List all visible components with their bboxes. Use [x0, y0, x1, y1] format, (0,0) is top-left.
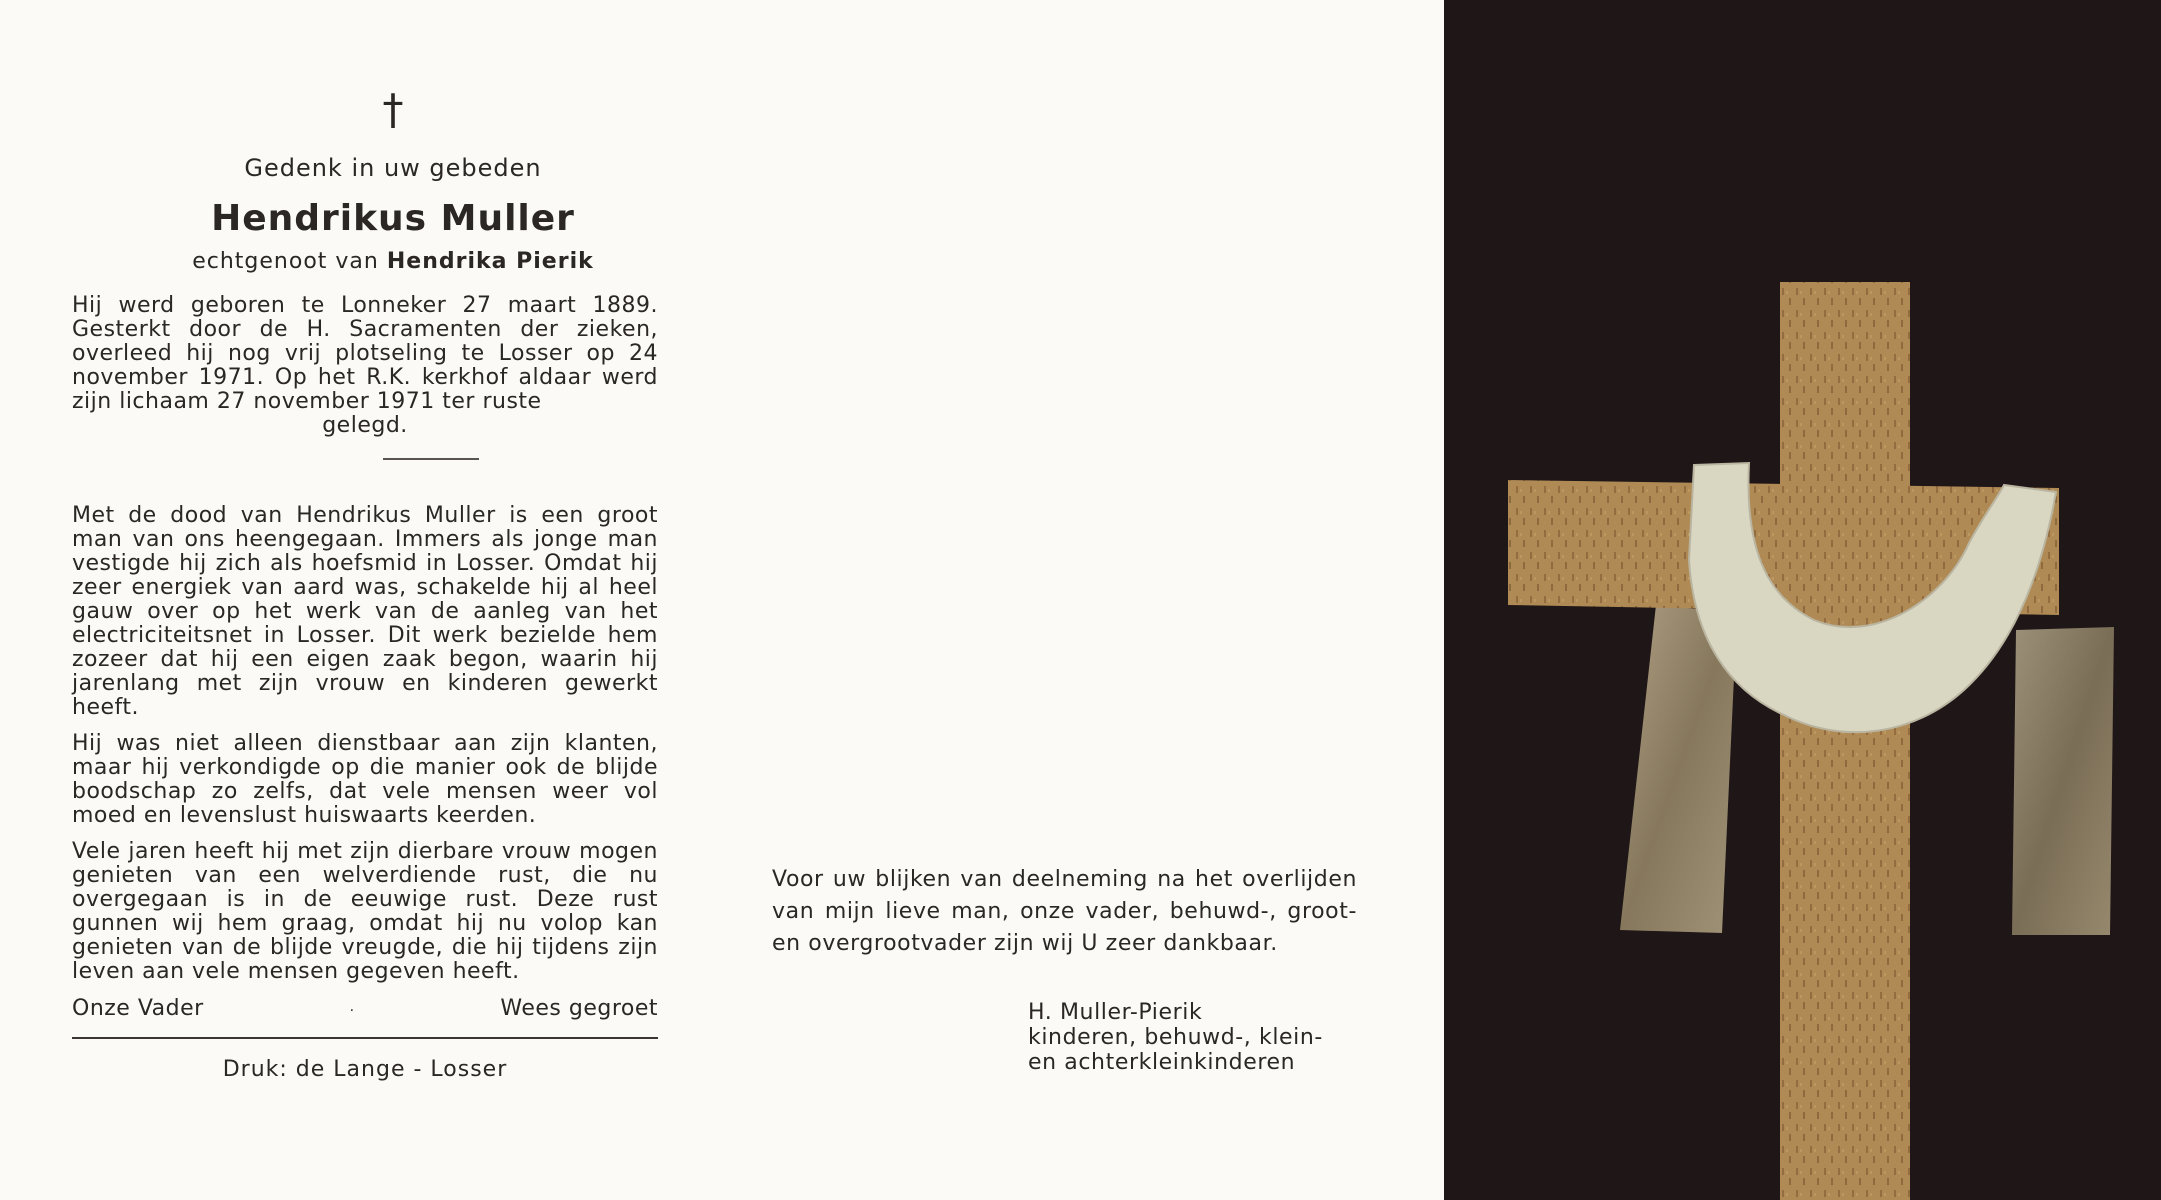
signature-line: kinderen, behuwd-, klein-	[1028, 1025, 1323, 1050]
prayer-dot: ·	[349, 1003, 355, 1019]
thanks-text: Voor uw blijken van deelneming na het overlijden van mijn lieve man, onze vader, behuwd-, groot- en overgrootvader zijn wij U zeer dankbaar.	[772, 867, 1357, 956]
card-text-column	[72, 80, 658, 1082]
long-divider	[72, 1037, 658, 1039]
biography-text: Hij werd geboren te Lonneker 27 maart 1889. Gesterkt door de H. Sacramenten der zieken, overleed hij nog vrij plotseling te Losser op 24 november 1971. Op het R.K. kerkhof aldaar werd zijn lichaam 27 november 1971 ter ruste	[72, 293, 658, 414]
deceased-name: Hendrikus Muller	[211, 198, 575, 239]
right-panel	[2012, 627, 2114, 935]
prayer-hail-mary: Wees gegroet	[500, 996, 658, 1021]
prayers-line	[72, 996, 658, 1021]
cross-image	[1444, 0, 2161, 1200]
cross-symbol: †	[382, 85, 404, 134]
prayer-our-father: Onze Vader	[72, 996, 204, 1021]
biography	[72, 294, 658, 438]
remember-line: Gedenk in uw gebeden	[244, 154, 542, 182]
paragraph: Hij was niet alleen dienstbaar aan zijn klanten, maar hij verkondigde op die manier ook de blijde boodschap zo zelfs, dat vele mensen weer vol moed en levenslust huiswaarts keerden.	[72, 731, 658, 828]
cross-illustration	[1444, 0, 2161, 1200]
short-divider	[383, 458, 479, 460]
signature	[1028, 1000, 1323, 1075]
spouse-line	[128, 249, 658, 274]
spouse-name: Hendrika Pierik	[386, 249, 594, 274]
paragraph: Met de dood van Hendrikus Muller is een groot man van ons heengegaan. Immers als jonge man vestigde hij zich als hoefsmid in Losser. Omdat hij zeer energiek van aard was, schakelde hij al heel gauw over op het werk van de aanleg van het electriciteitsnet in Losser. Dit werk bezielde hem zozeer dat hij een eigen zaak begon, waarin hij jarenlang met zijn vrouw en kinderen gewerkt heeft.	[72, 503, 658, 720]
paragraph: Vele jaren heeft hij met zijn dierbare vrouw mogen genieten van een welverdiende rust, die nu overgegaan is in de eeuwige rust. Deze rust gunnen wij hem graag, omdat hij nu volop kan genieten van de blijde vreugde, die hij tijdens zijn leven aan vele mensen gegeven heeft.	[72, 839, 658, 984]
biography-end: gelegd.	[322, 413, 408, 438]
vertical-beam	[1780, 282, 1910, 1200]
printer-credit: Druk: de Lange - Losser	[222, 1057, 508, 1082]
spouse-prefix: echtgenoot van	[192, 249, 379, 274]
signature-line: en achterkleinkinderen	[1028, 1050, 1296, 1075]
signature-line: H. Muller-Pierik	[1028, 1000, 1203, 1025]
